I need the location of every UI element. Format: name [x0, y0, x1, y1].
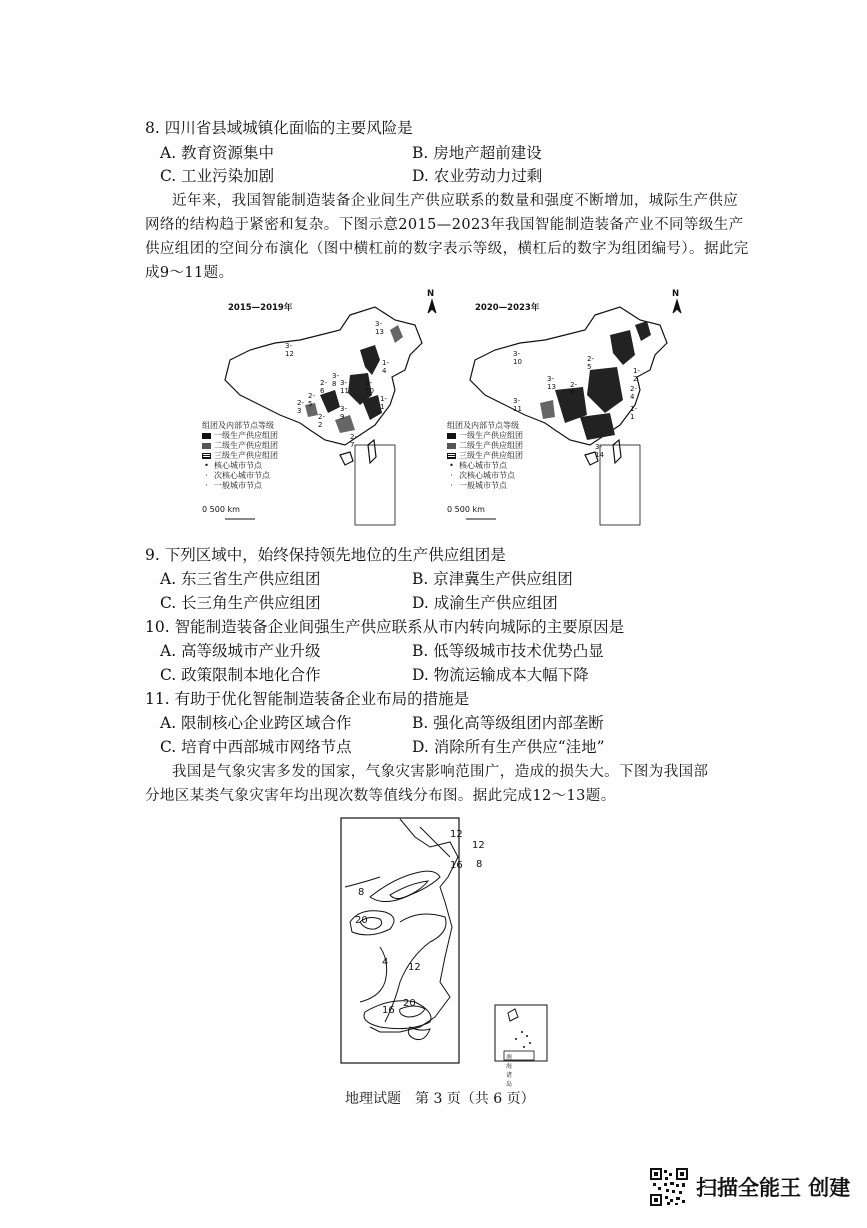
q9-option-a: A. 东三省生产供应组团	[160, 570, 321, 588]
legend-item-level2: 二级生产供应组团	[202, 441, 278, 451]
legend-swatch-icon	[202, 453, 211, 459]
north-arrow-icon	[428, 300, 681, 313]
watermark-text: 扫描全能王 创建	[696, 1176, 851, 1200]
cluster-label: 1-2	[633, 367, 640, 383]
scanner-watermark	[650, 1168, 850, 1206]
legend-item-general: · 一般城市节点	[447, 481, 523, 491]
map-legend-left	[202, 421, 278, 515]
passage2-line-2: 分地区某类气象灾害年均出现次数等值线分布图。据此完成12～13题。	[145, 788, 616, 804]
legend-item-core: • 核心城市节点	[447, 461, 523, 471]
cluster-label: 2-2	[318, 413, 325, 429]
legend-swatch-icon	[447, 453, 456, 459]
cluster-label: 2-7	[350, 433, 357, 449]
q8-option-d: D. 农业劳动力过剩	[412, 167, 543, 185]
scale-label: 0 500 km	[447, 505, 485, 514]
cluster-label: 1-1	[630, 405, 637, 421]
q9-option-b: B. 京津冀生产供应组团	[412, 570, 573, 588]
cluster-label: 3-9	[340, 405, 347, 421]
supply-cluster-maps-figure	[200, 289, 690, 530]
cluster-label: 1-4	[382, 359, 389, 375]
legend-item-core: • 核心城市节点	[202, 461, 278, 471]
cluster-label: 3-13	[547, 375, 556, 391]
q11-option-a: A. 限制核心企业跨区域合作	[160, 714, 352, 732]
cluster-label: 3-13	[375, 320, 384, 336]
q11-stem: 11. 有助于优化智能制造装备企业布局的措施是	[145, 690, 470, 708]
isoline-map	[340, 817, 550, 1067]
isoline-label: 12	[408, 962, 421, 973]
page-footer: 地理试题 第 3 页（共 6 页）	[345, 1091, 535, 1107]
legend-item-subcore: · 次核心城市节点	[202, 471, 278, 481]
inset-label: 南海诸岛	[506, 1054, 513, 1088]
cluster-label: 2-4	[630, 385, 637, 401]
isoline-label: 12	[450, 829, 463, 840]
legend-item-subcore: · 次核心城市节点	[447, 471, 523, 481]
q10-option-c: C. 政策限制本地化合作	[160, 666, 321, 684]
qr-code-icon	[650, 1168, 688, 1206]
cluster-label: 2-5	[308, 392, 315, 408]
passage1-line-3: 供应组团的空间分布演化（图中横杠前的数字表示等级，横杠后的数字为组团编号）。据此完	[145, 241, 749, 257]
q9-stem: 9. 下列区域中，始终保持领先地位的生产供应组团是	[145, 546, 506, 564]
cluster-label: 3-11	[513, 397, 522, 413]
passage1-line-1: 近年来，我国智能制造装备企业间生产供应联系的数量和强度不断增加，城际生产供应	[172, 193, 739, 209]
isoline-label: 20	[403, 998, 416, 1009]
cluster-label: 3-11	[340, 379, 349, 395]
cluster-label: 3-12	[285, 342, 294, 358]
q8-option-a: A. 教育资源集中	[160, 144, 275, 162]
q11-option-b: B. 强化高等级组团内部垄断	[412, 714, 604, 732]
isoline-label: 8	[476, 859, 483, 870]
map-legend-right	[447, 421, 523, 515]
isoline-label: 16	[382, 1005, 395, 1016]
q10-option-a: A. 高等级城市产业升级	[160, 642, 321, 660]
legend-item-level1: 一级生产供应组团	[202, 431, 278, 441]
legend-item-level3: 三级生产供应组团	[202, 451, 278, 461]
dot-small-icon: ·	[450, 481, 453, 490]
isoline-label: 12	[472, 840, 485, 851]
legend-swatch-icon	[202, 443, 211, 449]
dot-large-icon: •	[204, 461, 209, 470]
q8-stem: 8. 四川省县域城镇化面临的主要风险是	[145, 119, 413, 137]
passage1-line-4: 成9～11题。	[145, 265, 234, 281]
isoline-label: 16	[450, 860, 463, 871]
dot-large-icon: •	[449, 461, 454, 470]
cluster-label: 3-8	[332, 372, 339, 388]
legend-swatch-icon	[447, 433, 456, 439]
legend-swatch-icon	[202, 433, 211, 439]
cluster-label: 2-9	[570, 381, 577, 397]
q10-option-b: B. 低等级城市技术优势凸显	[412, 642, 604, 660]
isoline-map-figure	[340, 817, 550, 1088]
north-label-left: N	[427, 289, 435, 299]
dot-medium-icon: ·	[205, 471, 208, 480]
dot-medium-icon: ·	[450, 471, 453, 480]
passage1-line-2: 网络的结构趋于紧密和复杂。下图示意2015—2023年我国智能制造装备产业不同等级生产	[145, 217, 744, 233]
cluster-label: 2-3	[297, 399, 304, 415]
isoline-label: 20	[355, 915, 368, 926]
legend-item-level1: 一级生产供应组团	[447, 431, 523, 441]
isoline-label: 8	[358, 887, 365, 898]
cluster-label: 3-10	[513, 350, 522, 366]
q8-option-b: B. 房地产超前建设	[412, 144, 542, 162]
q9-option-c: C. 长三角生产供应组团	[160, 594, 321, 612]
q11-option-c: C. 培育中西部城市网络节点	[160, 738, 352, 756]
legend-swatch-icon	[447, 443, 456, 449]
legend-item-level2: 二级生产供应组团	[447, 441, 523, 451]
dot-small-icon: ·	[205, 481, 208, 490]
q8-option-c: C. 工业污染加剧	[160, 167, 275, 185]
passage2-line-1: 我国是气象灾害多发的国家，气象灾害影响范围广，造成的损失大。下图为我国部	[172, 764, 709, 780]
cluster-label: 1-1	[380, 395, 387, 411]
map-left-title: 2015—2019年	[228, 303, 293, 313]
scale-label: 0 500 km	[202, 505, 240, 514]
cluster-label: 2-6	[320, 379, 327, 395]
map-right-title: 2020—2023年	[475, 303, 540, 313]
north-label-right: N	[672, 289, 680, 299]
legend-item-general: · 一般城市节点	[202, 481, 278, 491]
cluster-label: 3-14	[595, 443, 604, 459]
legend-title: 组团及内部节点等级	[447, 421, 519, 430]
legend-title: 组团及内部节点等级	[202, 421, 274, 430]
q11-option-d: D. 消除所有生产供应“洼地”	[412, 738, 605, 756]
isoline-label: 4	[382, 957, 389, 968]
q10-option-d: D. 物流运输成本大幅下降	[412, 666, 589, 684]
cluster-label: 3-10	[365, 379, 374, 395]
legend-item-level3: 三级生产供应组团	[447, 451, 523, 461]
q10-stem: 10. 智能制造装备企业间强生产供应联系从市内转向城际的主要原因是	[145, 618, 625, 636]
cluster-label: 2-5	[587, 355, 594, 371]
q9-option-d: D. 成渝生产供应组团	[412, 594, 558, 612]
